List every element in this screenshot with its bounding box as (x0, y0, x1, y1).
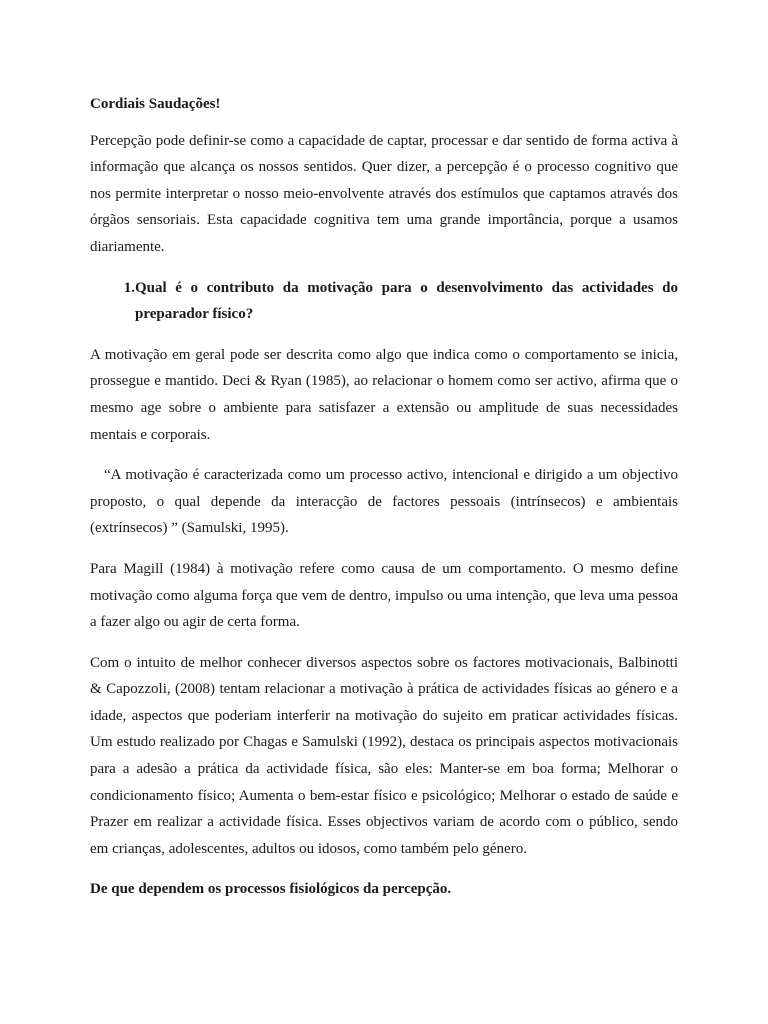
greeting-heading: Cordiais Saudações! (90, 96, 221, 112)
document-page (90, 91, 678, 903)
question-number: 1. (123, 279, 135, 296)
magill-paragraph: Para Magill (1984) à motivação refere como causa de um comportamento. O mesmo define motivação como alguma força que vem de dentro, impulso ou uma intenção, que leva uma pessoa a fazer algo ou agir de certa forma. (90, 560, 678, 631)
motivation-paragraph: A motivação em geral pode ser descrita como algo que indica como o comportamento se inicia, prossegue e mantido. Deci & Ryan (1985), ao relacionar o homem como ser activo, afirma que o mesmo age sobre o ambiente para satisfazer a extensão ou amplitude de suas necessidades mentais e corporais. (90, 346, 678, 443)
question-item (90, 275, 678, 328)
final-heading: De que dependem os processos fisiológicos da percepção. (90, 881, 452, 898)
factors-paragraph: Com o intuito de melhor conhecer diversos aspectos sobre os factores motivacionais, Balbinotti & Capozzoli, (2008) tentam relacionar a motivação à prática de actividades físicas ao género e a idade, aspectos que poderiam interferir na motivação do sujeito em praticar actividades físicas. Um estudo realizado por Chagas e Samulski (1992), destaca os principais aspectos motivacionais para a adesão a prática da actividade física, são eles: Manter-se em boa forma; Melhorar o condicionamento físico; Aumenta o bem-estar físico e psicológico; Melhorar o estado de saúde e Prazer em realizar a actividade física. Esses objectivos variam de acordo com o público, sendo em crianças, adolescentes, adultos ou idosos, como também pelo género. (90, 654, 678, 857)
intro-paragraph: Percepção pode definir-se como a capacidade de captar, processar e dar sentido de forma activa à informação que alcança os nossos sentidos. Quer dizer, a percepção é o processo cognitivo que nos permite interpretar o nosso meio-envolvente através dos estímulos que captamos através dos órgãos sensoriais. Esta capacidade cognitiva tem uma grande importância, porque a usamos diariamente. (90, 132, 678, 255)
quote-paragraph: “A motivação é caracterizada como um processo activo, intencional e dirigido a um objectivo proposto, o qual depende da interacção de factores pessoais (intrínsecos) e ambientais (extrínsecos) ” (Samulski, 1995). (90, 467, 678, 537)
question-text: Qual é o contributo da motivação para o desenvolvimento das actividades do preparador físico? (135, 279, 678, 323)
